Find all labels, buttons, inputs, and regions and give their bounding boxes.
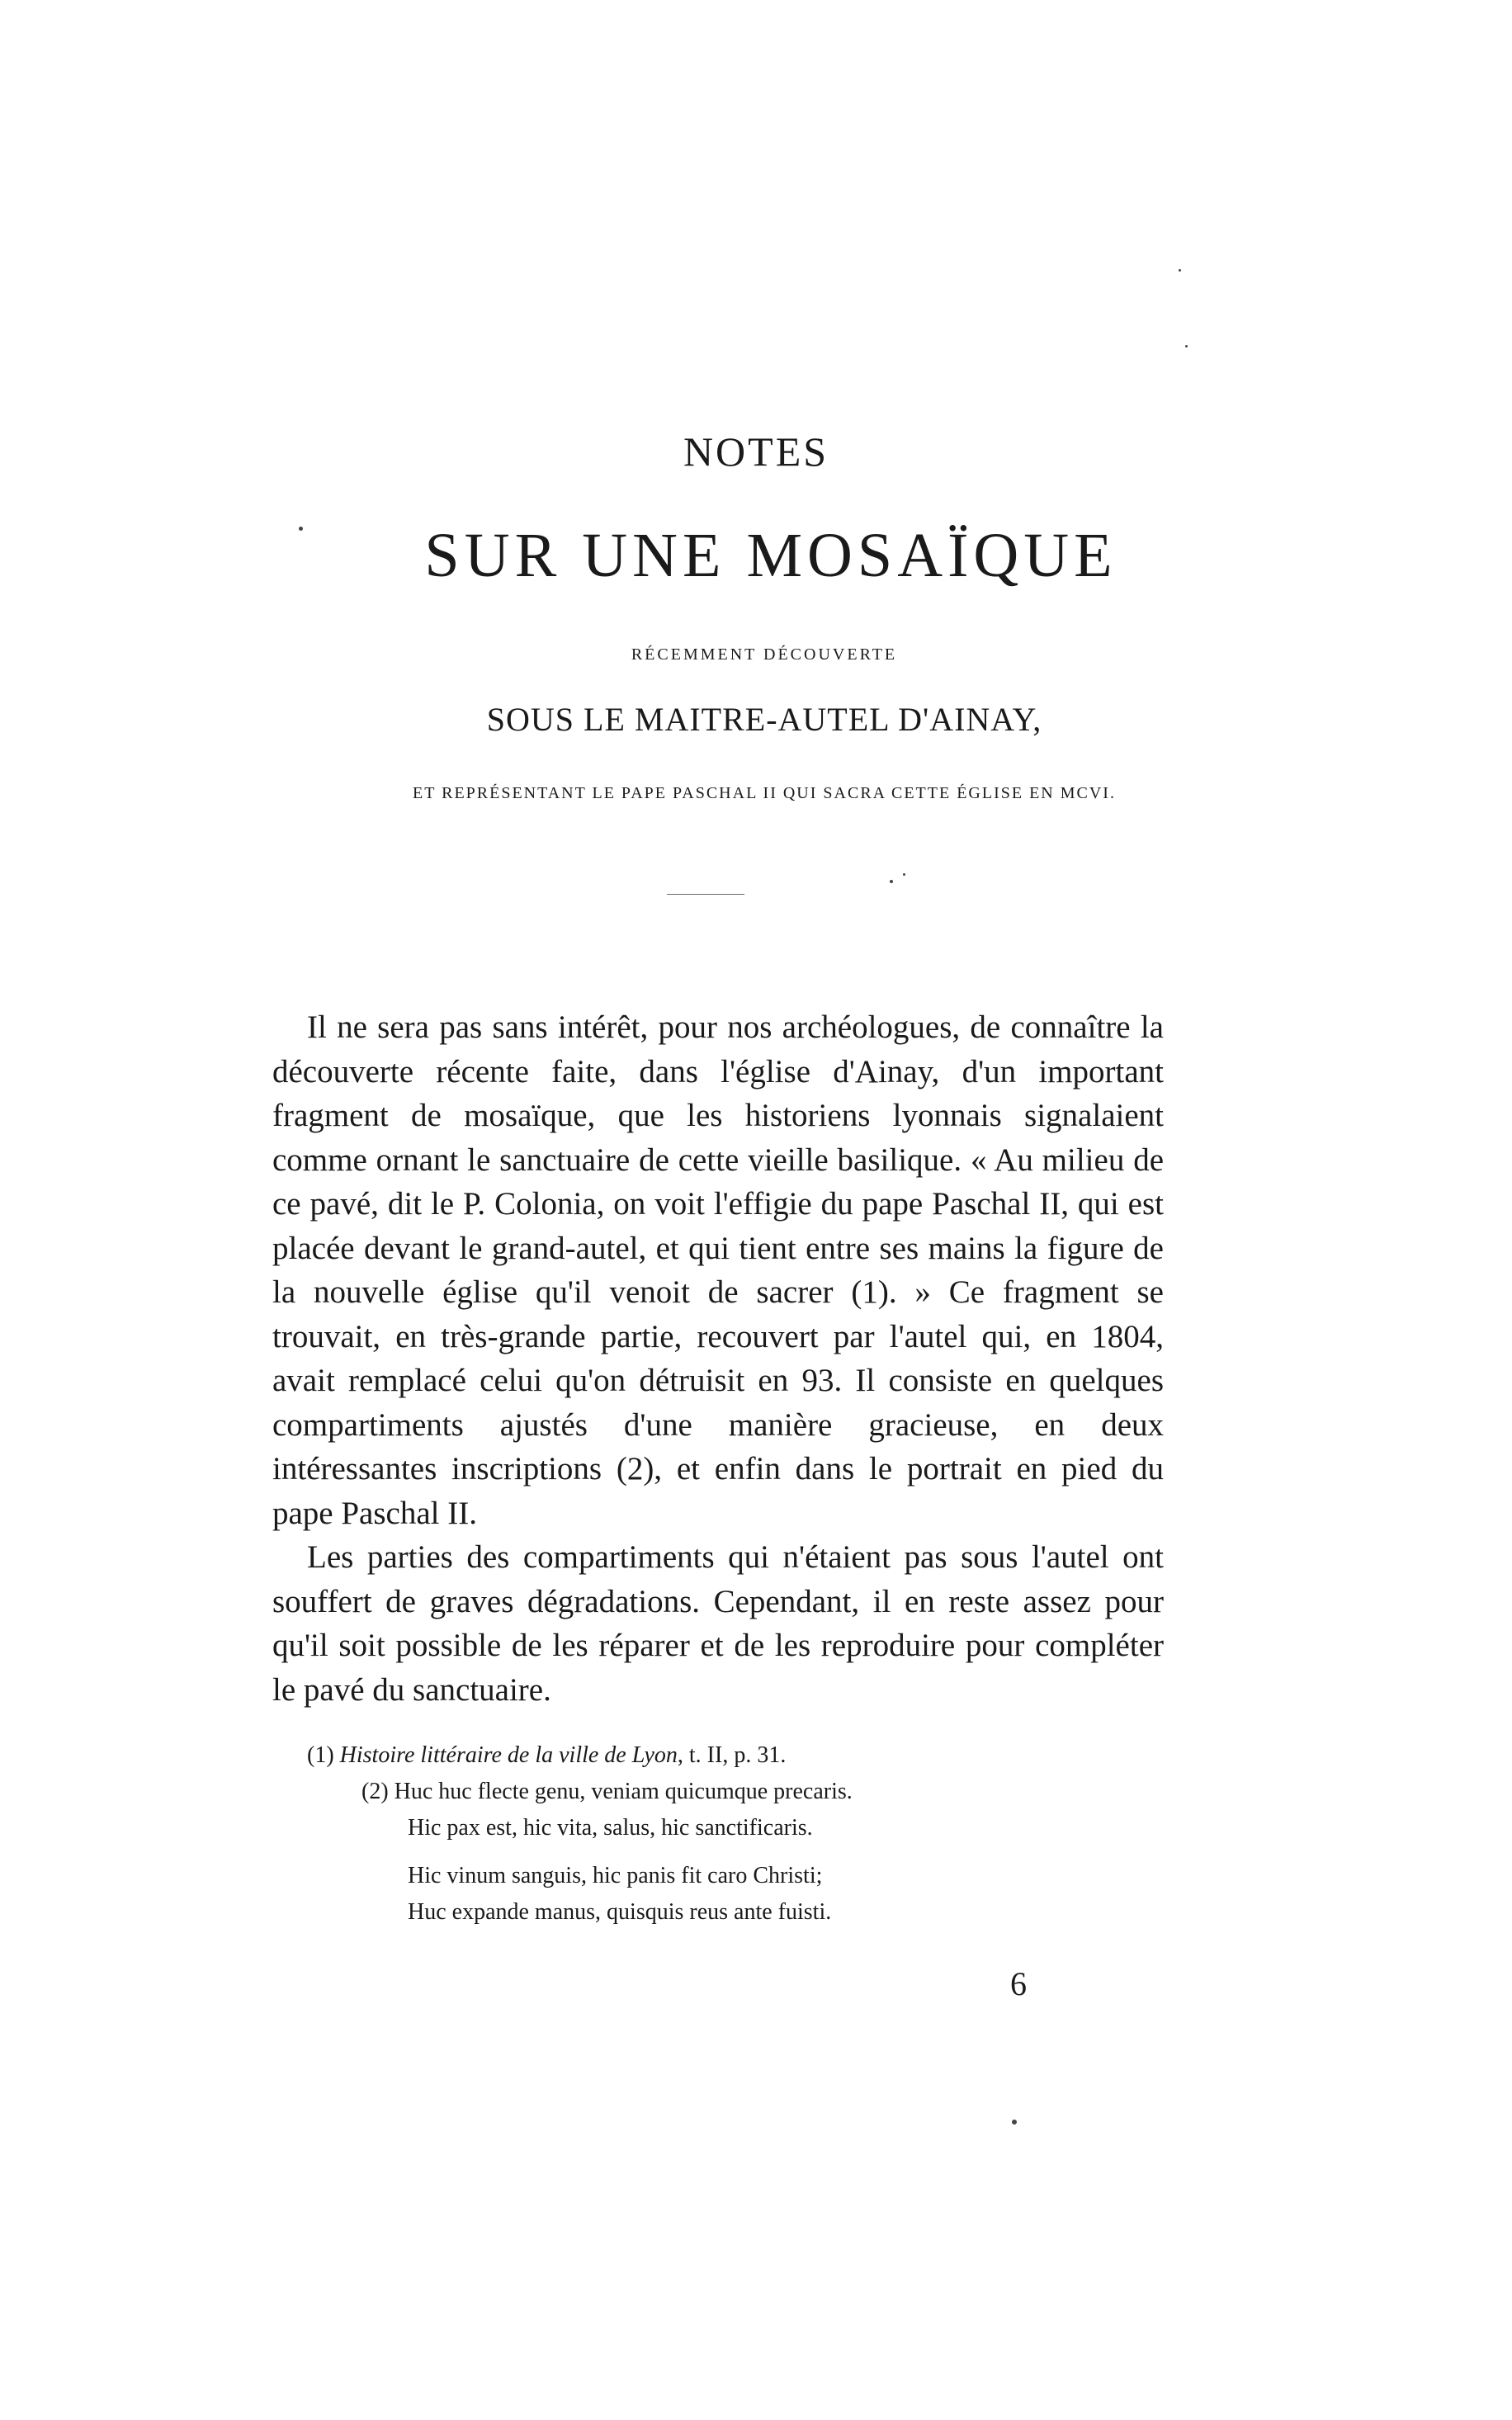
subtitle-line: ET REPRÉSENTANT LE PAPE PASCHAL II QUI SACRA CETTE ÉGLISE EN MCVI.: [413, 784, 1116, 802]
main-title: SUR UNE MOSAÏQUE: [424, 521, 1117, 590]
footnote-1-marker: (1): [307, 1742, 334, 1768]
page-number: 6: [1010, 1965, 1027, 2002]
heading-notes: NOTES: [683, 428, 829, 475]
footnote-1: [272, 1737, 1180, 1774]
verse-2: Hic pax est, hic vita, salus, hic sanctificaris.: [408, 1815, 813, 1841]
footnote-2: [272, 1774, 1180, 1810]
stanza-gap: [272, 1846, 1180, 1858]
body-text: [272, 1005, 1164, 1712]
footnote-1-ref: , t. II, p. 31.: [677, 1742, 787, 1768]
ink-speck: [1179, 269, 1181, 272]
separator-rule: [667, 894, 744, 895]
ink-speck: [1185, 345, 1188, 347]
ink-speck: [299, 527, 303, 531]
ink-speck: [890, 880, 893, 883]
subtitle-small: RÉCEMMENT DÉCOUVERTE: [631, 645, 898, 664]
ink-speck: [903, 873, 905, 876]
footnotes: [272, 1737, 1180, 1931]
ink-speck: [1012, 2120, 1017, 2125]
verse-3: Hic vinum sanguis, hic panis fit caro Christi;: [408, 1863, 823, 1888]
paragraph-1: Il ne sera pas sans intérêt, pour nos archéologues, de connaître la découverte récente faite, dans l'église d'Ainay, d'un important fragment de mosaïque, que les historiens lyonnais signalaient comme ornant le sanctuaire de cette vieille basilique. « Au milieu de ce pavé, dit le P. Colonia, on voit l'effigie du pape Paschal II, qui est placée devant le grand-autel, et qui tient entre ses mains la figure de la nouvelle église qu'il venoit de sacrer (1). » Ce fragment se trouvait, en très-grande partie, recouvert par l'autel qui, en 1804, avait remplacé celui qu'on détruisit en 93. Il consiste en quelques compartiments ajustés d'une manière gracieuse, en deux intéressantes inscriptions (2), et enfin dans le portrait en pied du pape Paschal II.: [272, 1009, 1164, 1531]
subtitle-large: SOUS LE MAITRE-AUTEL D'AINAY,: [486, 701, 1042, 738]
footnote-2-marker: (2): [361, 1779, 389, 1804]
verse-1: Huc huc flecte genu, veniam quicumque precaris.: [394, 1779, 853, 1804]
verse-4: Huc expande manus, quisquis reus ante fuisti.: [408, 1899, 832, 1925]
paragraph-2: Les parties des compartiments qui n'étaient pas sous l'autel ont souffert de graves dégradations. Cependant, il en reste assez pour qu'il soit possible de les réparer et de les reproduire pour compléter le pavé du sanctuaire.: [272, 1539, 1164, 1708]
footnote-1-title: Histoire littéraire de la ville de Lyon: [339, 1742, 678, 1768]
